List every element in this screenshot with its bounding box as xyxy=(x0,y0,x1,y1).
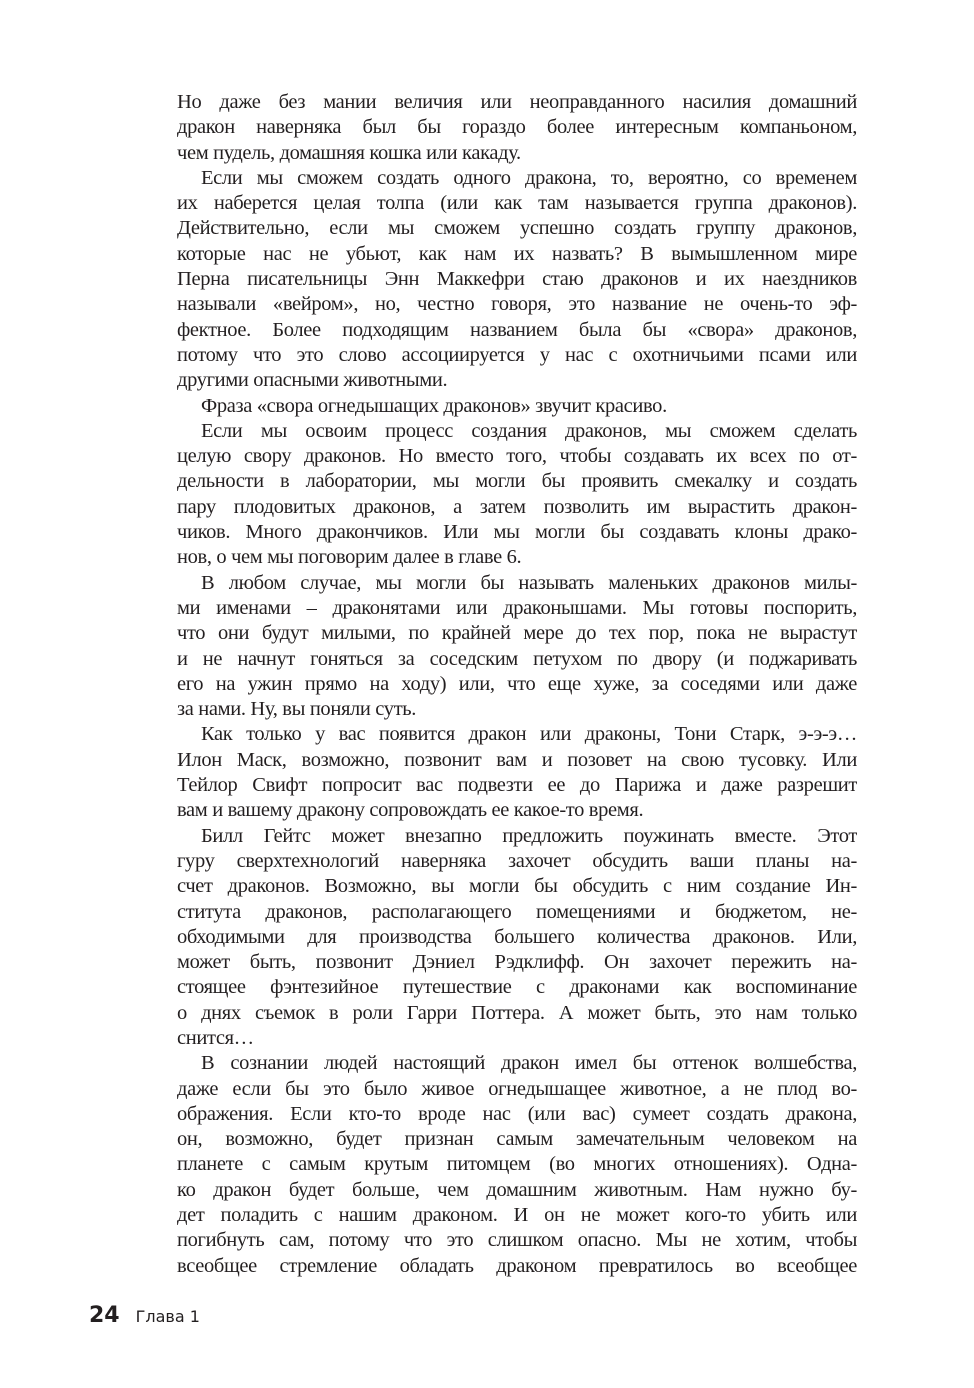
text-line: Фраза «свора огнедышащих драконов» звучит красиво. xyxy=(201,394,667,417)
text-line: Как только у вас появится дракон или драконы, Тони Старк, э-э-э… xyxy=(201,723,857,746)
text-line: он, возможно, будет признан самым замечательным человеком на xyxy=(177,1128,857,1151)
text-line: Действительно, если мы сможем успешно создать группу драконов, xyxy=(177,217,857,240)
text-line: дельности в лаборатории, мы могли бы проявить смекалку и создать xyxy=(177,470,857,493)
text-line: ко дракон будет больше, чем домашним животным. Нам нужно бу- xyxy=(177,1178,857,1201)
text-line: Но даже без мании величия или неоправданного насилия домашний xyxy=(177,91,857,113)
paragraph xyxy=(177,571,857,723)
text-line: Если мы сможем создать одного дракона, то, вероятно, со временем xyxy=(201,166,857,189)
text-line: дракон наверняка был бы гораздо более интересным компаньоном, xyxy=(177,116,857,139)
text-line: снится… xyxy=(177,1026,254,1049)
text-line: может быть, позвонит Дэниел Рэдклифф. Он захочет пережить на- xyxy=(177,951,857,974)
page-number: 24 xyxy=(89,1303,120,1328)
paragraph xyxy=(177,824,857,1052)
paragraph xyxy=(177,1051,857,1279)
text-line: что они будут милыми, по крайней мере до тех пор, пока не вырастут xyxy=(177,622,857,645)
text-line: ми именами – драконятами или драконышами. Мы готовы поспорить, xyxy=(177,596,857,619)
text-line: ображения. Если кто-то вроде нас (или вас) сумеет создать дракона, xyxy=(177,1102,857,1125)
text-line: нов, о чем мы поговорим далее в главе 6. xyxy=(177,546,522,569)
text-line: их наберется целая толпа (или как там называется группа драконов). xyxy=(177,192,857,215)
paragraph xyxy=(177,394,857,419)
running-chapter-title: Глава 1 xyxy=(135,1307,200,1326)
text-line: погибнуть сам, потому что это слишком опасно. Мы не хотим, чтобы xyxy=(177,1229,857,1252)
text-line: обходимыми для производства большего количества драконов. Или, xyxy=(177,925,857,948)
text-line: чем пудель, домашняя кошка или какаду. xyxy=(177,141,521,164)
text-line: Если мы освоим процесс создания драконов, мы сможем сделать xyxy=(201,419,857,442)
text-line: потому что это слово ассоциируется у нас с охотничьими псами или xyxy=(177,343,857,366)
text-line: В любом случае, мы могли бы называть маленьких драконов милы- xyxy=(201,571,857,594)
text-line: В сознании людей настоящий дракон имел бы оттенок волшебства, xyxy=(201,1052,857,1075)
paragraph xyxy=(177,722,857,823)
text-line: и не начнут гоняться за соседским петухом по двору (и поджаривать xyxy=(177,647,857,670)
text-line: о днях съемок в роли Гарри Поттера. А может быть, это нам только xyxy=(177,1001,857,1024)
text-line: которые нас не убьют, как нам их назвать? В вымышленном мире xyxy=(177,242,857,265)
text-line: счет драконов. Возможно, вы могли бы обсудить с ним создание Ин- xyxy=(177,875,857,898)
text-line: всеобщее стремление обладать драконом превратилось во всеобщее xyxy=(177,1254,857,1277)
text-line: другими опасными животными. xyxy=(177,369,448,392)
text-line: фектное. Более подходящим названием была бы «свора» драконов, xyxy=(177,318,857,341)
text-line: Билл Гейтс может внезапно предложить поужинать вместе. Этот xyxy=(201,824,857,847)
text-line: гуру сверхтехнологий наверняка захочет обсудить ваши планы на- xyxy=(177,849,857,872)
text-line: Тейлор Свифт попросит вас подвезти ее до Парижа и даже разрешит xyxy=(177,774,857,797)
text-line: дет поладить с нашим драконом. И он не может кого-то убить или xyxy=(177,1204,857,1227)
text-line: планете с самым крутым питомцем (во многих отношениях). Одна- xyxy=(177,1153,857,1176)
paragraph xyxy=(177,90,857,166)
text-line: чиков. Много дракончиков. Или мы могли бы создавать клоны драко- xyxy=(177,521,857,544)
text-line: вам и вашему дракону сопровождать ее какое-то время. xyxy=(177,799,644,822)
text-line: Перна писательницы Энн Маккефри стаю драконов и их наездников xyxy=(177,268,857,291)
text-line: Илон Маск, возможно, позвонит вам и позовет на свою тусовку. Или xyxy=(177,748,857,771)
body-text xyxy=(177,90,857,1279)
text-line: целую свору драконов. Но вместо того, чтобы создавать их всех по от- xyxy=(177,445,857,468)
paragraph xyxy=(177,419,857,571)
page-footer xyxy=(89,1303,200,1328)
text-line: стоящее фэнтезийное путешествие с драконами как воспоминание xyxy=(177,976,857,999)
text-line: его на ужин прямо на ходу) или, что еще хуже, за соседями или даже xyxy=(177,672,857,695)
text-line: называли «вейром», но, честно говоря, это название не очень-то эф- xyxy=(177,293,857,316)
paragraph xyxy=(177,166,857,394)
text-line: даже если бы это было живое огнедышащее животное, а не плод во- xyxy=(177,1077,857,1100)
text-line: за нами. Ну, вы поняли суть. xyxy=(177,698,417,721)
text-line: ститута драконов, располагающего помещениями и бюджетом, не- xyxy=(177,900,857,923)
text-line: пару плодовитых драконов, а затем позволить им вырастить дракон- xyxy=(177,495,857,518)
